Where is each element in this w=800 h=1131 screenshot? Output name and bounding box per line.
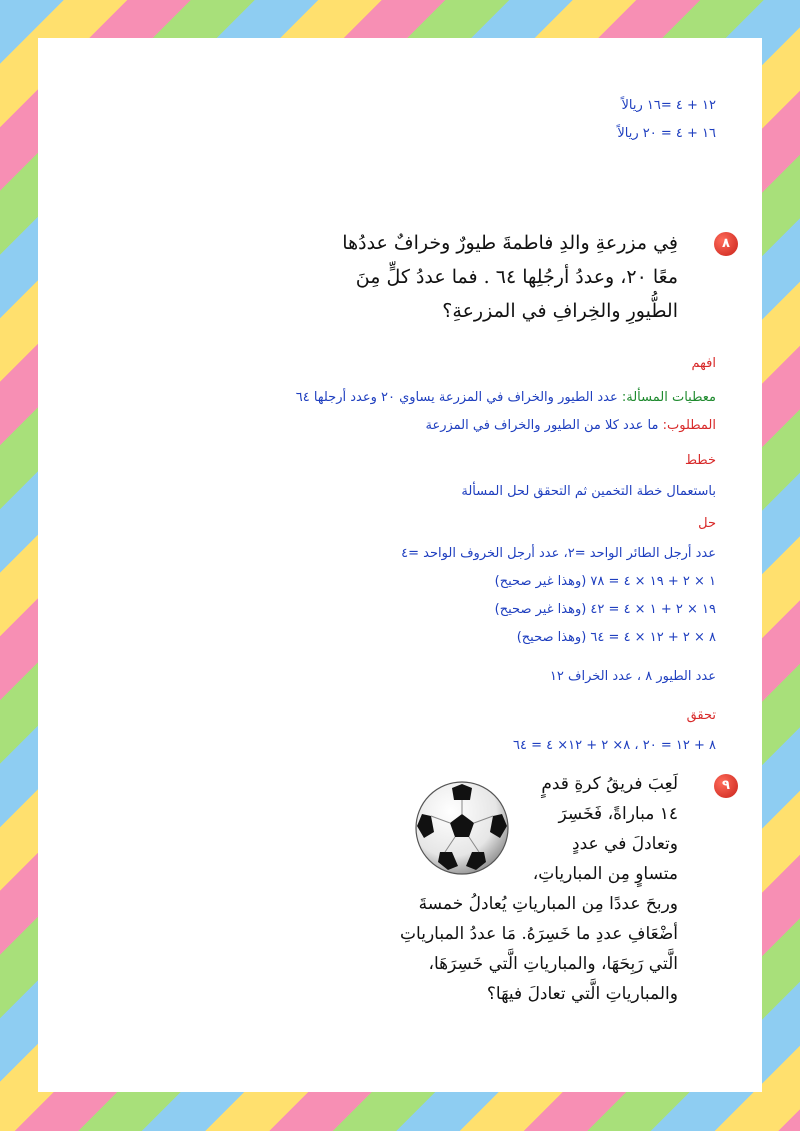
- required-label: المطلوب:: [662, 418, 716, 433]
- question-8-line-1: فِي مزرعةِ والدِ فاطمةَ طيورٌ وخرافٌ عددُها: [342, 232, 678, 254]
- check-text: ٨ + ١٢ = ٢٠ ، ٨× ٢ + ١٢× ٤ = ٦٤: [512, 738, 716, 753]
- result-text: عدد الطيور ٨ ، عدد الخراف ١٢: [549, 669, 716, 684]
- question-9-line-6: أضْعَافِ عددِ ما خَسِرَهُ. مَا عددُ المبارياتِ: [400, 924, 678, 944]
- plan-heading: خطط: [684, 453, 716, 468]
- givens-line: [296, 386, 716, 405]
- solve-line-4: ٨ × ٢ + ١٢ × ٤ = ٦٤ (وهذا صحيح): [516, 630, 716, 645]
- worksheet-content: [84, 0, 730, 1131]
- answer-line-1: ١٢ + ٤ =١٦ ريالاً: [621, 98, 716, 113]
- question-9-line-5: وربحَ عددًا مِن المبارياتِ يُعادلُ خمسةَ: [418, 894, 678, 914]
- question-9-badge: ٩: [714, 774, 738, 798]
- question-8-badge: ٨: [714, 232, 738, 256]
- question-9-line-8: والمبارياتِ الَّتي تعادلَ فيهَا؟: [486, 984, 678, 1004]
- question-9-line-1: لَعِبَ فريقُ كرةِ قدمٍ: [541, 774, 678, 794]
- solve-heading: حل: [698, 516, 716, 531]
- question-8-line-3: الطُّيورِ والخِرافِ في المزرعةِ؟: [442, 300, 678, 322]
- givens-label: معطيات المسألة:: [621, 390, 716, 405]
- solve-line-3: ١٩ × ٢ + ١ × ٤ = ٤٢ (وهذا غير صحيح): [494, 602, 716, 617]
- question-8-line-2: معًا ٢٠، وعددُ أرجُلِها ٦٤ . فما عددُ كلٍّ مِنَ: [355, 266, 678, 288]
- understand-heading: افهم: [691, 356, 716, 371]
- solve-line-2: ١ × ٢ + ١٩ × ٤ = ٧٨ (وهذا غير صحيح): [494, 574, 716, 589]
- question-9-line-2: ١٤ مباراةً، فَخَسِرَ: [558, 804, 678, 824]
- required-text: ما عدد كلا من الطيور والخراف في المزرعة: [425, 418, 663, 433]
- question-9-line-4: متساوٍ مِن المبارياتِ،: [532, 864, 678, 884]
- soccer-ball-icon: [414, 780, 510, 876]
- solve-line-1: عدد أرجل الطائر الواحد =٢، عدد أرجل الخروف الواحد =٤: [401, 546, 716, 561]
- required-line: [425, 414, 716, 433]
- check-heading: تحقق: [686, 708, 716, 723]
- givens-text: عدد الطيور والخراف في المزرعة يساوي ٢٠ وعدد أرجلها ٦٤: [295, 390, 622, 405]
- question-9-line-7: الَّتي رَبِحَهَا، والمبارياتِ الَّتي خَسِرَهَا،: [428, 954, 678, 974]
- plan-text: باستعمال خطة التخمين ثم التحقق لحل المسألة: [461, 484, 716, 499]
- question-9-line-3: وتعادلَ في عددٍ: [572, 834, 678, 854]
- answer-line-2: ١٦ + ٤ = ٢٠ ريالاً: [617, 126, 716, 141]
